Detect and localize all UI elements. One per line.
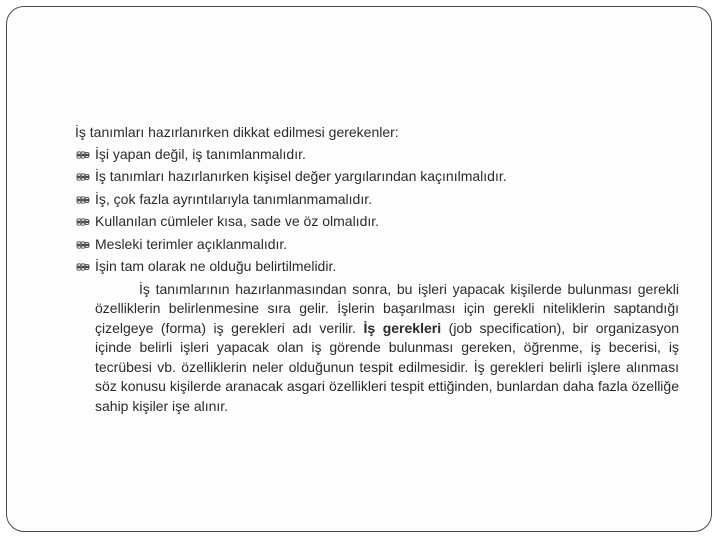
- bullet-text: İşi yapan değil, iş tanımlanmalıdır.: [95, 145, 306, 162]
- list-item: [73, 167, 683, 187]
- wheat-stalk-icon: [75, 150, 91, 160]
- list-item: [73, 212, 683, 232]
- wheat-stalk-icon: [75, 217, 91, 227]
- wheat-stalk-icon: [75, 262, 91, 272]
- paragraph-text-before: İş tanımlarının hazırlanmasından sonra, bu işleri yapacak kişilerde bulunması gerekli özelliklerin belirlenmesine sıra gelir. İşlerin başarılması için gerekli niteliklerin saptandığı çizelgeye (forma) iş gerekleri adı verilir.: [95, 280, 679, 336]
- list-item: [73, 145, 683, 165]
- bullet-text: İş, çok fazla ayrıntılarıyla tanımlanmamalıdır.: [95, 190, 372, 207]
- wheat-stalk-icon: [75, 172, 91, 182]
- bold-term: İş gerekleri: [363, 319, 442, 336]
- bullet-text: Kullanılan cümleler kısa, sade ve öz olmalıdır.: [95, 213, 380, 229]
- wheat-stalk-icon: [75, 240, 91, 250]
- body-paragraph: [95, 280, 679, 417]
- list-item: [73, 257, 683, 277]
- slide-heading: İş tanımları hazırlanırken dikkat edilmesi gerekenler:: [75, 124, 399, 140]
- bullet-text: Mesleki terimler açıklanmalıdır.: [95, 235, 288, 252]
- bullet-text: İşin tam olarak ne olduğu belirtilmelidir.: [95, 258, 337, 274]
- bullet-text: İş tanımları hazırlanırken kişisel değer yargılarından kaçınılmalıdır.: [95, 168, 507, 184]
- bullet-list: [73, 145, 683, 277]
- wheat-stalk-icon: [75, 195, 91, 205]
- list-item: [73, 235, 683, 255]
- list-item: [73, 190, 683, 210]
- slide-frame: [6, 6, 712, 532]
- paragraph-text-after: (job specification), bir organizasyon içinde belirli işleri yapacak olan iş görende bulunması gereken, öğrenme, iş becerisi, iş tecrübesi vb. özelliklerin neler olduğunun tespit edilmesidir. İş gerekleri belirli işlere alınması söz konusu kişilerde aranacak asgari özellikleri tespit ettiğinden, bunlardan daha fazla özelliğe sahip kişiler işe alınır.: [95, 319, 680, 414]
- slide-content: [73, 123, 683, 416]
